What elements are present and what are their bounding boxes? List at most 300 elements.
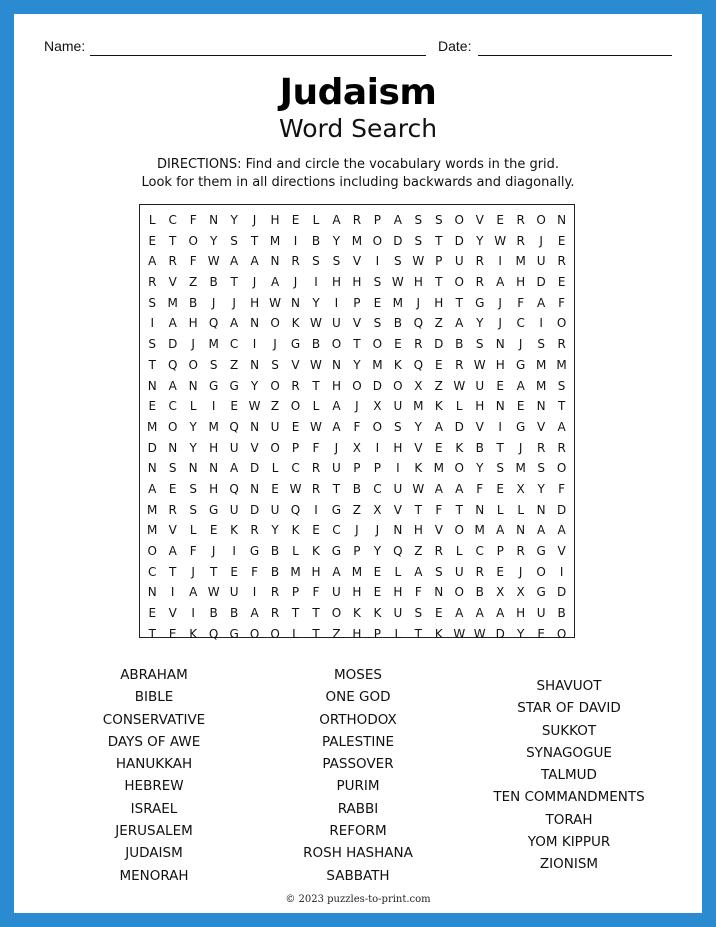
- grid-letter[interactable]: S: [434, 213, 443, 227]
- grid-letter[interactable]: I: [252, 337, 257, 352]
- grid-letter[interactable]: A: [455, 481, 464, 496]
- grid-letter[interactable]: A: [332, 399, 341, 414]
- grid-letter[interactable]: M: [372, 357, 383, 372]
- grid-letter[interactable]: M: [208, 337, 219, 352]
- grid-letter[interactable]: M: [535, 378, 547, 393]
- grid-letter[interactable]: H: [495, 357, 505, 372]
- grid-letter[interactable]: J: [518, 337, 523, 352]
- grid-letter[interactable]: O: [331, 337, 342, 352]
- grid-letter[interactable]: H: [413, 275, 423, 290]
- grid-letter[interactable]: N: [475, 502, 485, 517]
- grid-letter[interactable]: H: [393, 585, 403, 600]
- grid-letter[interactable]: R: [475, 564, 484, 579]
- grid-letter[interactable]: H: [352, 626, 362, 641]
- grid-letter[interactable]: B: [455, 337, 464, 352]
- grid-letter[interactable]: N: [168, 440, 178, 455]
- grid-letter[interactable]: O: [454, 523, 464, 538]
- grid-letter[interactable]: B: [557, 606, 566, 621]
- grid-letter[interactable]: O: [536, 564, 546, 579]
- grid-letter[interactable]: A: [393, 213, 402, 227]
- grid-letter[interactable]: Y: [373, 544, 382, 558]
- grid-letter[interactable]: F: [189, 544, 197, 558]
- grid-letter[interactable]: S: [168, 461, 177, 476]
- grid-letter[interactable]: M: [147, 502, 158, 517]
- grid-letter[interactable]: N: [516, 523, 526, 538]
- grid-letter[interactable]: S: [373, 275, 382, 290]
- grid-letter[interactable]: L: [189, 399, 197, 414]
- grid-letter[interactable]: E: [373, 585, 382, 600]
- grid-letter[interactable]: V: [414, 440, 423, 455]
- grid-letter[interactable]: E: [148, 233, 157, 248]
- grid-letter[interactable]: E: [168, 481, 177, 496]
- grid-letter[interactable]: I: [150, 316, 154, 331]
- grid-letter[interactable]: F: [189, 213, 197, 227]
- grid-letter[interactable]: T: [332, 481, 341, 496]
- grid-letter[interactable]: U: [536, 254, 546, 269]
- grid-letter[interactable]: I: [375, 440, 380, 455]
- grid-letter[interactable]: K: [455, 440, 464, 455]
- grid-letter[interactable]: N: [188, 378, 198, 393]
- grid-letter[interactable]: S: [475, 337, 484, 352]
- grid-letter[interactable]: X: [496, 585, 505, 600]
- grid-letter[interactable]: L: [394, 564, 402, 579]
- grid-letter[interactable]: H: [270, 213, 280, 227]
- grid-letter[interactable]: M: [413, 399, 424, 414]
- grid-letter[interactable]: A: [250, 606, 259, 621]
- grid-letter[interactable]: S: [332, 254, 341, 269]
- grid-letter[interactable]: L: [148, 213, 156, 227]
- grid-letter[interactable]: U: [454, 254, 464, 269]
- grid-letter[interactable]: Q: [290, 502, 301, 517]
- grid-letter[interactable]: G: [536, 585, 546, 600]
- grid-letter[interactable]: H: [331, 275, 341, 290]
- grid-letter[interactable]: S: [414, 213, 423, 227]
- grid-letter[interactable]: R: [311, 481, 321, 496]
- grid-letter[interactable]: Y: [476, 316, 484, 331]
- grid-letter[interactable]: B: [270, 544, 280, 558]
- grid-letter[interactable]: A: [414, 564, 423, 579]
- grid-letter[interactable]: N: [536, 502, 546, 517]
- grid-letter[interactable]: S: [414, 233, 423, 248]
- grid-letter[interactable]: C: [332, 523, 341, 538]
- grid-letter[interactable]: F: [189, 254, 197, 269]
- grid-letter[interactable]: F: [353, 419, 361, 434]
- grid-letter[interactable]: P: [373, 461, 382, 476]
- grid-letter[interactable]: D: [249, 461, 260, 476]
- grid-letter[interactable]: R: [352, 213, 362, 227]
- grid-letter[interactable]: N: [147, 461, 157, 476]
- grid-letter[interactable]: I: [314, 275, 318, 290]
- grid-letter[interactable]: R: [414, 337, 423, 352]
- grid-letter[interactable]: T: [496, 440, 504, 455]
- grid-letter[interactable]: T: [557, 399, 566, 414]
- grid-letter[interactable]: J: [498, 316, 502, 331]
- grid-letter[interactable]: Z: [434, 378, 443, 393]
- grid-letter[interactable]: J: [375, 523, 380, 538]
- grid-letter[interactable]: A: [496, 275, 505, 290]
- grid-letter[interactable]: Q: [413, 357, 424, 372]
- grid-letter[interactable]: B: [189, 295, 198, 310]
- grid-letter[interactable]: G: [208, 378, 219, 393]
- grid-letter[interactable]: S: [394, 254, 402, 269]
- grid-letter[interactable]: E: [496, 378, 504, 393]
- grid-letter[interactable]: O: [454, 275, 464, 290]
- grid-letter[interactable]: Q: [229, 481, 239, 496]
- grid-letter[interactable]: J: [191, 337, 195, 352]
- grid-letter[interactable]: H: [331, 378, 341, 393]
- grid-letter[interactable]: F: [312, 585, 320, 600]
- grid-letter[interactable]: F: [558, 295, 566, 310]
- grid-letter[interactable]: X: [373, 399, 382, 414]
- grid-letter[interactable]: D: [495, 626, 505, 641]
- grid-letter[interactable]: K: [434, 626, 443, 641]
- grid-letter[interactable]: N: [250, 357, 260, 372]
- grid-letter[interactable]: Z: [189, 275, 198, 290]
- grid-letter[interactable]: R: [516, 213, 525, 227]
- grid-letter[interactable]: Y: [209, 233, 218, 248]
- grid-letter[interactable]: R: [434, 544, 443, 558]
- grid-letter[interactable]: I: [191, 606, 195, 621]
- grid-letter[interactable]: A: [230, 316, 239, 331]
- grid-letter[interactable]: W: [453, 626, 466, 641]
- grid-letter[interactable]: N: [147, 585, 157, 600]
- grid-letter[interactable]: M: [556, 357, 567, 372]
- grid-letter[interactable]: N: [434, 585, 444, 600]
- grid-letter[interactable]: N: [536, 399, 546, 414]
- grid-letter[interactable]: M: [535, 357, 547, 372]
- grid-letter[interactable]: E: [271, 481, 279, 496]
- grid-letter[interactable]: J: [232, 295, 236, 310]
- grid-letter[interactable]: S: [271, 357, 279, 372]
- grid-letter[interactable]: N: [147, 378, 157, 393]
- grid-letter[interactable]: T: [209, 564, 218, 579]
- grid-letter[interactable]: S: [414, 606, 423, 621]
- grid-letter[interactable]: V: [434, 523, 443, 538]
- grid-letter[interactable]: T: [414, 626, 422, 641]
- grid-letter[interactable]: J: [273, 337, 277, 352]
- grid-letter[interactable]: A: [455, 316, 464, 331]
- grid-letter[interactable]: I: [498, 254, 502, 269]
- grid-letter[interactable]: U: [229, 585, 239, 600]
- grid-letter[interactable]: P: [435, 254, 443, 269]
- grid-letter[interactable]: H: [188, 316, 198, 331]
- grid-letter[interactable]: A: [168, 316, 177, 331]
- grid-letter[interactable]: B: [311, 337, 321, 352]
- grid-letter[interactable]: N: [331, 357, 341, 372]
- grid-letter[interactable]: I: [170, 585, 175, 600]
- grid-letter[interactable]: T: [455, 502, 463, 517]
- grid-letter[interactable]: Q: [229, 419, 239, 434]
- grid-letter[interactable]: J: [539, 233, 543, 248]
- grid-letter[interactable]: G: [475, 295, 485, 310]
- grid-letter[interactable]: L: [271, 461, 279, 476]
- grid-letter[interactable]: O: [556, 626, 567, 641]
- grid-letter[interactable]: L: [455, 399, 463, 414]
- grid-letter[interactable]: K: [373, 606, 382, 621]
- grid-letter[interactable]: A: [537, 295, 546, 310]
- grid-letter[interactable]: I: [334, 295, 339, 310]
- grid-letter[interactable]: E: [312, 523, 320, 538]
- grid-letter[interactable]: N: [250, 316, 260, 331]
- grid-letter[interactable]: A: [168, 378, 177, 393]
- grid-letter[interactable]: S: [537, 461, 545, 476]
- grid-letter[interactable]: P: [353, 461, 361, 476]
- grid-letter[interactable]: E: [291, 213, 300, 227]
- grid-letter[interactable]: A: [250, 254, 259, 269]
- grid-letter[interactable]: H: [311, 564, 321, 579]
- grid-letter[interactable]: T: [435, 275, 443, 290]
- grid-letter[interactable]: N: [250, 419, 260, 434]
- grid-letter[interactable]: D: [536, 275, 546, 290]
- grid-letter[interactable]: H: [250, 295, 260, 310]
- grid-letter[interactable]: R: [557, 254, 566, 269]
- grid-letter[interactable]: G: [516, 419, 526, 434]
- grid-letter[interactable]: E: [291, 419, 300, 434]
- grid-letter[interactable]: E: [496, 213, 504, 227]
- grid-letter[interactable]: O: [556, 461, 567, 476]
- grid-letter[interactable]: P: [291, 440, 300, 455]
- grid-letter[interactable]: A: [496, 523, 505, 538]
- grid-letter[interactable]: E: [209, 523, 218, 538]
- grid-letter[interactable]: U: [229, 440, 239, 455]
- grid-letter[interactable]: P: [373, 626, 382, 641]
- grid-letter[interactable]: C: [168, 213, 177, 227]
- grid-letter[interactable]: S: [496, 461, 505, 476]
- grid-letter[interactable]: N: [557, 213, 567, 227]
- grid-letter[interactable]: O: [352, 378, 362, 393]
- grid-letter[interactable]: T: [250, 233, 259, 248]
- grid-letter[interactable]: Q: [208, 626, 219, 641]
- grid-letter[interactable]: R: [475, 254, 484, 269]
- grid-letter[interactable]: Q: [208, 316, 219, 331]
- grid-letter[interactable]: L: [312, 213, 320, 227]
- grid-letter[interactable]: R: [168, 254, 177, 269]
- grid-letter[interactable]: R: [270, 585, 280, 600]
- grid-letter[interactable]: Y: [250, 378, 259, 393]
- grid-letter[interactable]: K: [291, 523, 300, 538]
- grid-letter[interactable]: B: [311, 233, 321, 248]
- grid-letter[interactable]: O: [147, 544, 157, 558]
- grid-letter[interactable]: U: [536, 606, 546, 621]
- grid-letter[interactable]: D: [556, 585, 567, 600]
- grid-letter[interactable]: I: [211, 399, 216, 414]
- grid-letter[interactable]: K: [312, 544, 320, 558]
- grid-letter[interactable]: L: [292, 626, 299, 641]
- grid-letter[interactable]: Z: [352, 502, 362, 517]
- grid-letter[interactable]: N: [188, 461, 198, 476]
- grid-letter[interactable]: A: [516, 378, 525, 393]
- grid-letter[interactable]: O: [372, 419, 383, 434]
- grid-letter[interactable]: U: [270, 419, 280, 434]
- grid-letter[interactable]: J: [252, 213, 257, 227]
- grid-letter[interactable]: R: [270, 606, 280, 621]
- grid-letter[interactable]: G: [229, 626, 239, 641]
- grid-letter[interactable]: P: [353, 544, 361, 558]
- grid-letter[interactable]: E: [435, 357, 443, 372]
- grid-letter[interactable]: R: [516, 544, 525, 558]
- grid-letter[interactable]: D: [168, 337, 178, 352]
- grid-letter[interactable]: L: [292, 544, 299, 558]
- grid-letter[interactable]: A: [189, 585, 198, 600]
- grid-letter[interactable]: N: [270, 254, 280, 269]
- grid-letter[interactable]: O: [372, 233, 383, 248]
- grid-letter[interactable]: U: [332, 316, 341, 331]
- grid-letter[interactable]: N: [393, 523, 403, 538]
- grid-letter[interactable]: W: [473, 626, 486, 641]
- grid-letter[interactable]: Y: [189, 419, 197, 434]
- grid-letter[interactable]: W: [453, 378, 466, 393]
- grid-letter[interactable]: G: [208, 502, 219, 517]
- grid-letter[interactable]: K: [230, 523, 239, 538]
- grid-letter[interactable]: J: [355, 523, 359, 538]
- grid-letter[interactable]: K: [189, 626, 198, 641]
- grid-letter[interactable]: N: [209, 461, 219, 476]
- grid-letter[interactable]: M: [392, 295, 404, 310]
- grid-letter[interactable]: G: [536, 544, 546, 558]
- grid-letter[interactable]: E: [148, 399, 157, 414]
- grid-letter[interactable]: N: [209, 213, 219, 227]
- grid-letter[interactable]: H: [516, 275, 526, 290]
- grid-letter[interactable]: I: [498, 419, 502, 434]
- grid-letter[interactable]: A: [557, 419, 566, 434]
- grid-letter[interactable]: S: [189, 502, 197, 517]
- grid-letter[interactable]: S: [537, 337, 545, 352]
- grid-letter[interactable]: V: [393, 502, 402, 517]
- grid-letter[interactable]: R: [516, 233, 525, 248]
- grid-letter[interactable]: Z: [332, 626, 341, 641]
- grid-letter[interactable]: Y: [271, 523, 279, 538]
- grid-letter[interactable]: Y: [414, 419, 422, 434]
- grid-letter[interactable]: B: [475, 440, 484, 455]
- grid-letter[interactable]: S: [434, 564, 443, 579]
- grid-letter[interactable]: O: [331, 606, 342, 621]
- grid-letter[interactable]: O: [454, 461, 464, 476]
- grid-letter[interactable]: R: [536, 440, 546, 455]
- grid-letter[interactable]: U: [475, 378, 485, 393]
- grid-letter[interactable]: D: [556, 502, 567, 517]
- grid-letter[interactable]: T: [230, 275, 238, 290]
- grid-letter[interactable]: L: [394, 626, 402, 641]
- grid-letter[interactable]: W: [207, 254, 220, 269]
- grid-letter[interactable]: J: [334, 440, 339, 455]
- grid-letter[interactable]: A: [496, 606, 505, 621]
- grid-letter[interactable]: M: [351, 233, 363, 248]
- grid-letter[interactable]: I: [375, 254, 380, 269]
- grid-letter[interactable]: N: [495, 399, 505, 414]
- grid-letter[interactable]: T: [312, 626, 320, 641]
- grid-letter[interactable]: V: [168, 275, 177, 290]
- grid-letter[interactable]: C: [148, 564, 157, 579]
- grid-letter[interactable]: M: [474, 523, 485, 538]
- grid-letter[interactable]: W: [494, 233, 507, 248]
- grid-letter[interactable]: V: [557, 544, 566, 558]
- grid-letter[interactable]: U: [332, 585, 341, 600]
- grid-letter[interactable]: R: [168, 502, 177, 517]
- grid-letter[interactable]: E: [230, 399, 238, 414]
- grid-letter[interactable]: C: [291, 461, 300, 476]
- grid-letter[interactable]: W: [289, 481, 302, 496]
- grid-letter[interactable]: T: [455, 295, 463, 310]
- grid-letter[interactable]: Y: [353, 357, 361, 372]
- grid-letter[interactable]: A: [230, 461, 239, 476]
- grid-letter[interactable]: Y: [537, 481, 545, 496]
- grid-letter[interactable]: Y: [189, 440, 197, 455]
- grid-letter[interactable]: E: [557, 275, 566, 290]
- grid-letter[interactable]: Y: [476, 233, 484, 248]
- grid-letter[interactable]: L: [496, 502, 504, 517]
- grid-letter[interactable]: I: [539, 316, 543, 331]
- grid-letter[interactable]: D: [147, 440, 157, 455]
- grid-letter[interactable]: F: [251, 564, 259, 579]
- grid-letter[interactable]: F: [476, 481, 484, 496]
- grid-letter[interactable]: U: [454, 564, 464, 579]
- grid-letter[interactable]: N: [250, 481, 260, 496]
- grid-letter[interactable]: E: [557, 233, 566, 248]
- grid-letter[interactable]: L: [455, 544, 463, 558]
- grid-letter[interactable]: D: [454, 419, 464, 434]
- grid-letter[interactable]: W: [310, 357, 322, 372]
- grid-letter[interactable]: Y: [312, 295, 320, 310]
- grid-letter[interactable]: W: [391, 275, 404, 290]
- grid-letter[interactable]: X: [516, 585, 525, 600]
- grid-letter[interactable]: O: [290, 399, 301, 414]
- grid-letter[interactable]: R: [455, 357, 464, 372]
- grid-letter[interactable]: S: [189, 481, 197, 496]
- grid-letter[interactable]: M: [147, 419, 158, 434]
- grid-letter[interactable]: O: [393, 378, 403, 393]
- grid-letter[interactable]: A: [148, 254, 157, 269]
- grid-letter[interactable]: W: [412, 481, 425, 496]
- grid-letter[interactable]: J: [252, 275, 257, 290]
- grid-letter[interactable]: H: [209, 481, 219, 496]
- grid-letter[interactable]: C: [373, 481, 382, 496]
- grid-letter[interactable]: T: [435, 233, 443, 248]
- grid-letter[interactable]: O: [536, 213, 546, 227]
- grid-letter[interactable]: H: [413, 523, 423, 538]
- grid-letter[interactable]: A: [332, 213, 341, 227]
- grid-letter[interactable]: B: [209, 606, 218, 621]
- grid-letter[interactable]: V: [352, 316, 362, 331]
- grid-letter[interactable]: O: [270, 378, 280, 393]
- grid-letter[interactable]: H: [475, 399, 485, 414]
- grid-letter[interactable]: K: [393, 357, 402, 372]
- grid-letter[interactable]: M: [167, 295, 178, 310]
- grid-letter[interactable]: E: [516, 399, 525, 414]
- grid-letter[interactable]: R: [250, 523, 259, 538]
- grid-letter[interactable]: O: [372, 337, 383, 352]
- grid-letter[interactable]: E: [168, 626, 177, 641]
- grid-letter[interactable]: S: [209, 357, 218, 372]
- grid-letter[interactable]: O: [270, 440, 280, 455]
- grid-letter[interactable]: E: [373, 295, 382, 310]
- grid-letter[interactable]: Y: [517, 626, 525, 641]
- grid-letter[interactable]: F: [435, 502, 443, 517]
- grid-letter[interactable]: Q: [413, 316, 424, 331]
- grid-letter[interactable]: G: [249, 544, 260, 558]
- grid-letter[interactable]: K: [352, 606, 361, 621]
- grid-letter[interactable]: O: [249, 626, 260, 641]
- grid-letter[interactable]: L: [189, 523, 197, 538]
- grid-letter[interactable]: A: [332, 419, 341, 434]
- grid-letter[interactable]: K: [291, 316, 300, 331]
- grid-letter[interactable]: U: [393, 481, 403, 496]
- grid-letter[interactable]: R: [557, 440, 566, 455]
- grid-letter[interactable]: R: [557, 337, 566, 352]
- grid-letter[interactable]: C: [229, 337, 239, 352]
- grid-letter[interactable]: T: [148, 626, 156, 641]
- grid-letter[interactable]: H: [352, 585, 362, 600]
- grid-letter[interactable]: A: [270, 275, 280, 290]
